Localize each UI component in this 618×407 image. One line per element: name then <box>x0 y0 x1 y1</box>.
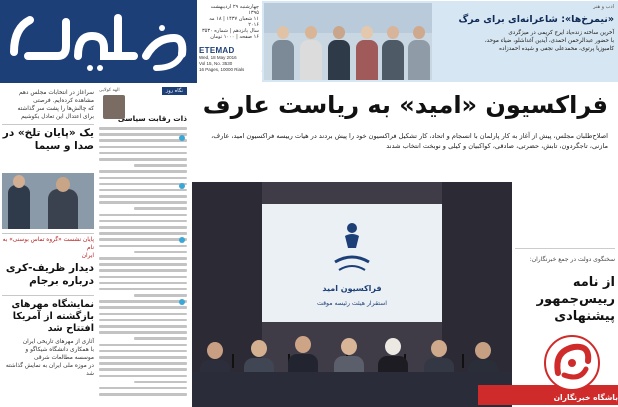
column-headline[interactable]: ذات رقابت سیاسی <box>117 114 187 123</box>
projection-screen <box>262 204 442 322</box>
issue-pages-en: 16 Pages, 10000 Rials <box>199 67 245 72</box>
promo-text <box>438 4 614 53</box>
promo-kicker: ادب و هنر <box>593 4 614 10</box>
column-text-line <box>99 368 187 371</box>
column-text-line <box>99 152 187 155</box>
screen-caption: استقرار هیئت رئیسه موقت <box>317 300 387 307</box>
column-text-line <box>99 245 187 248</box>
issue-date-en: Wed, 18 May 2016 <box>199 55 237 60</box>
sidebar-story-1[interactable] <box>2 127 94 153</box>
watermark <box>478 335 618 407</box>
promo-banner[interactable] <box>262 1 618 82</box>
sidebar-headline-2[interactable]: دیدار ظریف-کری درباره برجام <box>5 262 94 287</box>
sidebar-story-3[interactable] <box>2 299 94 378</box>
sidebar-kicker: پایان نشست «گروه تماس بوسنی» به نام <box>2 237 94 251</box>
column-text-line <box>99 195 187 198</box>
column-text-line <box>99 393 187 396</box>
promo-line: با حضور عبدالرحمن احمدی، آیدین آغداشلو، ضیاء موحد، <box>484 38 614 44</box>
sidebar-text-line: با همکاری دانشگاه شیکاگو و <box>25 347 94 353</box>
sidebar-story-2[interactable] <box>2 236 94 288</box>
column-text-line <box>134 164 187 167</box>
link-icon[interactable] <box>179 183 185 189</box>
issue-number-fa: سال پانزدهم | شماره ۳۵۳۰ <box>201 28 259 34</box>
logo-icon <box>6 8 192 76</box>
column-text-line <box>99 214 187 217</box>
column-text-line <box>99 375 187 378</box>
link-icon[interactable] <box>179 237 185 243</box>
column-body <box>99 127 187 402</box>
sidebar-text-line: موسسه مطالعات شرقی <box>34 355 94 361</box>
issue-number-en: Vol 15, No. 3530 <box>199 61 233 66</box>
column-text-line <box>99 170 187 173</box>
sidebar-headline-3[interactable]: نمایشگاه مهرهای بازگشته از آمریکا افتتاح شد <box>11 299 94 334</box>
sidebar-headline-1[interactable]: یک «پایان تلخ» در صدا و سیما <box>2 127 94 152</box>
column-text-line <box>99 189 187 192</box>
column-text-line <box>99 238 187 241</box>
column-text-line <box>99 362 187 365</box>
screen-title: فراکسیون امید <box>322 284 382 293</box>
column-text-line <box>134 251 187 254</box>
left-sidebar <box>0 87 96 407</box>
column-text-line <box>134 294 187 297</box>
lead-headline[interactable]: فراکسیون «امید» به ریاست عارف <box>202 91 608 119</box>
column-text-line <box>99 356 187 359</box>
column-text-line <box>99 183 187 186</box>
issue-date-fa-1: چهارشنبه ۲۹ اردیبهشت ۱۳۹۵ <box>210 4 259 16</box>
column-text-line <box>99 387 187 390</box>
sidebar-text-line: در موزه ملی ایران به نمایش گذاشته شد <box>5 363 94 377</box>
side-headline[interactable]: از نامه رییس‌جمهور پیشنهادی <box>536 275 615 324</box>
watermark-text: باشگاه خبرنگاران <box>553 393 618 402</box>
column-text-line <box>99 226 187 229</box>
promo-photo <box>264 3 432 80</box>
column-text-line <box>99 344 187 347</box>
sidebar-text-line: که چالش‌ها را پشت سر گذاشته <box>17 106 94 112</box>
sidebar-text-line: سراغاز در انتخابات مجلس دهم <box>19 90 94 96</box>
sidebar-text-line: آثاری از مهرهای تاریخی ایران <box>22 339 94 345</box>
column-text-line <box>99 300 187 303</box>
column-text-line <box>99 350 187 353</box>
column-text-line <box>99 276 187 279</box>
masthead <box>0 0 618 83</box>
column-label: نگاه روز <box>162 87 187 95</box>
issue-pages-fa: ۱۶ صفحه | ۱۰۰۰ تومان <box>210 34 259 40</box>
column-text-line <box>134 207 187 210</box>
sidebar-text-line: مشاهده کرده‌ایم. فرصتی <box>33 98 94 104</box>
ycj-logo-icon <box>544 335 600 391</box>
column-text-line <box>99 306 187 309</box>
issue-info <box>199 4 259 80</box>
column-text-line <box>134 381 187 384</box>
column-text-line <box>99 127 187 130</box>
lead-photo[interactable] <box>192 182 512 407</box>
promo-title[interactable]: «نیمرخ‌ها»: شاعرانه‌ای برای مرگ <box>458 14 614 25</box>
lead-subtitle: اصلاح‌طلبان مجلس، پیش از آغاز به کار پارلمان با انسجام و اتحاد، کار تشکیل فراکسیون خود را پیش بردند در هیات رییسه فراکسیون امید، عارف، مازنی، تاجگردون، تابش، حضرتی، صادقی، کواکبیان و کیلی و نوبخت انتخاب شدند <box>211 132 608 150</box>
opinion-column <box>97 87 189 407</box>
column-text-line <box>99 263 187 266</box>
column-text-line <box>99 232 187 235</box>
column-text-line <box>99 331 187 334</box>
promo-line: کامبوزیا پرتوی، محمدعلی نجفی و شیده احمدزاده <box>499 46 614 52</box>
link-icon[interactable] <box>179 135 185 141</box>
sidebar-photo-1 <box>2 173 94 229</box>
column-text-line <box>99 220 187 223</box>
promo-line: آخرین ساخته زنده‌یاد ایرج کریمی در میزگردی <box>508 30 614 36</box>
latin-name: ETEMAD <box>199 46 235 55</box>
column-text-line <box>99 177 187 180</box>
issue-date-fa-2: ۱۱ شعبان ۱۴۳۷ | ۱۸ مه ۲۰۱۶ <box>209 16 259 28</box>
author-name: الهه کولایی <box>99 88 120 93</box>
column-text-line <box>134 337 187 340</box>
column-text-line <box>99 282 187 285</box>
faction-logo-icon <box>329 218 375 284</box>
side-kicker: سخنگوی دولت در جمع خبرنگاران: <box>529 256 615 263</box>
column-text-line <box>99 319 187 322</box>
column-text-line <box>99 257 187 260</box>
column-text-line <box>99 288 187 291</box>
link-icon[interactable] <box>179 299 185 305</box>
column-text-line <box>99 158 187 161</box>
newspaper-logo[interactable] <box>0 0 197 83</box>
column-text-line <box>99 139 187 142</box>
sidebar-intro <box>2 89 94 121</box>
panel-table <box>192 372 512 407</box>
column-text-line <box>99 201 187 204</box>
sidebar-text-line: برای اعتدال این تعادل بکوشیم <box>21 114 94 120</box>
column-text-line <box>99 133 187 136</box>
column-text-line <box>99 313 187 316</box>
sidebar-kicker: ایران <box>81 253 94 259</box>
column-text-line <box>99 146 187 149</box>
column-text-line <box>99 269 187 272</box>
column-text-line <box>99 325 187 328</box>
